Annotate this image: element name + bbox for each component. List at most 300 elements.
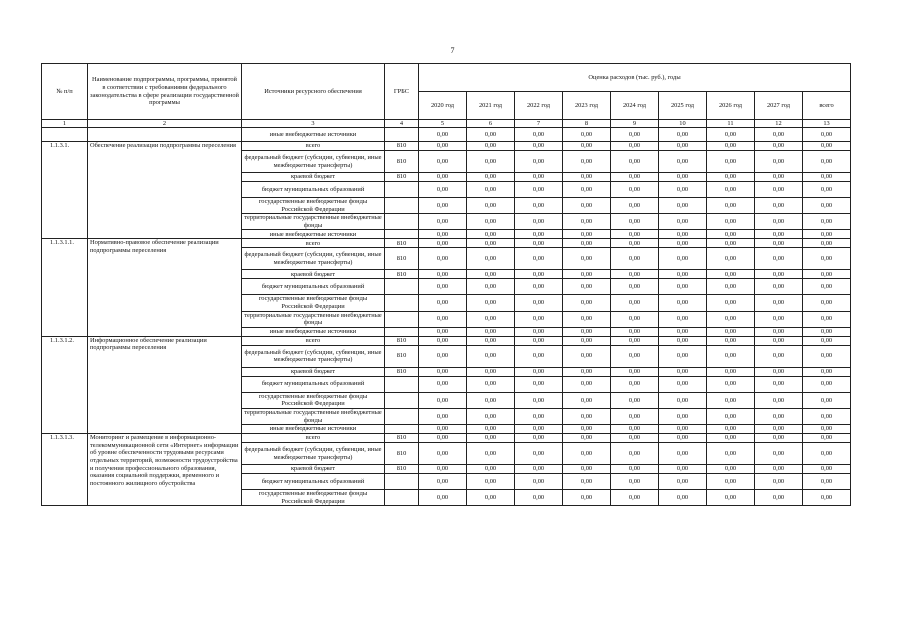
header-year-7: 2026 год bbox=[707, 92, 755, 120]
section-4-value-8: 0,00 bbox=[755, 465, 803, 474]
grbs-cell bbox=[385, 392, 419, 408]
section-code: 1.1.3.1. bbox=[42, 142, 88, 239]
column-number-11: 11 bbox=[707, 120, 755, 128]
section-4-value-3: 0,00 bbox=[515, 443, 563, 465]
section-1-value-4: 0,00 bbox=[563, 151, 611, 173]
grbs-cell bbox=[385, 198, 419, 214]
section-4-value-7: 0,00 bbox=[707, 443, 755, 465]
section-2-value-5: 0,00 bbox=[611, 295, 659, 311]
section-3-value-4: 0,00 bbox=[563, 392, 611, 408]
source-cell: краевой бюджет bbox=[242, 173, 385, 182]
section-2-value-1: 0,00 bbox=[419, 279, 467, 295]
section-3-value-6: 0,00 bbox=[659, 345, 707, 367]
header-grbs: ГРБС bbox=[385, 64, 419, 120]
section-3-value-6: 0,00 bbox=[659, 425, 707, 434]
section-1-value-9: 0,00 bbox=[803, 151, 851, 173]
section-1-value-1: 0,00 bbox=[419, 173, 467, 182]
grbs-cell: 810 bbox=[385, 345, 419, 367]
section-2-value-9: 0,00 bbox=[803, 327, 851, 336]
section-4-value-4: 0,00 bbox=[563, 490, 611, 506]
section-4-value-4: 0,00 bbox=[563, 443, 611, 465]
section-2-value-7: 0,00 bbox=[707, 248, 755, 270]
section-2-value-3: 0,00 bbox=[515, 239, 563, 248]
section-1-value-6: 0,00 bbox=[659, 182, 707, 198]
section-1-value-8: 0,00 bbox=[755, 173, 803, 182]
section-2-value-3: 0,00 bbox=[515, 327, 563, 336]
section-3-value-3: 0,00 bbox=[515, 336, 563, 345]
section-2-value-7: 0,00 bbox=[707, 311, 755, 327]
section-4-value-1: 0,00 bbox=[419, 474, 467, 490]
header-year-3: 2022 год bbox=[515, 92, 563, 120]
section-3-value-4: 0,00 bbox=[563, 425, 611, 434]
section-4-value-2: 0,00 bbox=[467, 434, 515, 443]
header-year-8: 2027 год bbox=[755, 92, 803, 120]
source-cell: территориальные государственные внебюджетные фонды bbox=[242, 408, 385, 424]
section-code: 1.1.3.1.2. bbox=[42, 336, 88, 433]
section-4-value-5: 0,00 bbox=[611, 434, 659, 443]
source-cell: всего bbox=[242, 142, 385, 151]
section-1-value-7: 0,00 bbox=[707, 182, 755, 198]
section-2-value-9: 0,00 bbox=[803, 239, 851, 248]
grbs-cell bbox=[385, 295, 419, 311]
section-1-value-1: 0,00 bbox=[419, 214, 467, 230]
section-3-value-5: 0,00 bbox=[611, 392, 659, 408]
table-row bbox=[42, 239, 851, 248]
section-1-value-3: 0,00 bbox=[515, 182, 563, 198]
header-year-2: 2021 год bbox=[467, 92, 515, 120]
section-3-value-8: 0,00 bbox=[755, 376, 803, 392]
section-1-value-5: 0,00 bbox=[611, 182, 659, 198]
section-2-value-4: 0,00 bbox=[563, 279, 611, 295]
source-cell: федеральный бюджет (субсидии, субвенции, иные межбюджетные трансферты) bbox=[242, 345, 385, 367]
section-2-value-7: 0,00 bbox=[707, 279, 755, 295]
section-3-value-4: 0,00 bbox=[563, 345, 611, 367]
section-1-value-8: 0,00 bbox=[755, 142, 803, 151]
source-cell: бюджет муниципальных образований bbox=[242, 182, 385, 198]
section-2-value-6: 0,00 bbox=[659, 270, 707, 279]
section-4-value-3: 0,00 bbox=[515, 465, 563, 474]
source-cell: краевой бюджет bbox=[242, 465, 385, 474]
section-3-value-7: 0,00 bbox=[707, 345, 755, 367]
section-2-value-9: 0,00 bbox=[803, 295, 851, 311]
section-4-value-1: 0,00 bbox=[419, 465, 467, 474]
section-1-value-7: 0,00 bbox=[707, 151, 755, 173]
section-3-value-7: 0,00 bbox=[707, 367, 755, 376]
section-4-value-3: 0,00 bbox=[515, 490, 563, 506]
grbs-cell bbox=[385, 279, 419, 295]
section-2-value-1: 0,00 bbox=[419, 239, 467, 248]
section-2-value-8: 0,00 bbox=[755, 327, 803, 336]
section-1-value-9: 0,00 bbox=[803, 198, 851, 214]
section-1-value-2: 0,00 bbox=[467, 142, 515, 151]
source-cell: государственные внебюджетные фонды Российской Федерации bbox=[242, 490, 385, 506]
section-3-value-2: 0,00 bbox=[467, 425, 515, 434]
section-3-value-7: 0,00 bbox=[707, 376, 755, 392]
section-3-value-6: 0,00 bbox=[659, 336, 707, 345]
source-cell: федеральный бюджет (субсидии, субвенции, иные межбюджетные трансферты) bbox=[242, 443, 385, 465]
section-3-value-3: 0,00 bbox=[515, 345, 563, 367]
section-2-value-2: 0,00 bbox=[467, 327, 515, 336]
section-3-value-2: 0,00 bbox=[467, 408, 515, 424]
section-2-value-2: 0,00 bbox=[467, 311, 515, 327]
grbs-cell: 810 bbox=[385, 465, 419, 474]
header-year-6: 2025 год bbox=[659, 92, 707, 120]
section-3-value-8: 0,00 bbox=[755, 408, 803, 424]
section-1-value-3: 0,00 bbox=[515, 151, 563, 173]
grbs-cell bbox=[385, 490, 419, 506]
grbs-cell bbox=[385, 376, 419, 392]
source-cell: краевой бюджет bbox=[242, 270, 385, 279]
section-1-value-6: 0,00 bbox=[659, 198, 707, 214]
section-4-value-2: 0,00 bbox=[467, 465, 515, 474]
section-2-value-6: 0,00 bbox=[659, 279, 707, 295]
section-2-value-7: 0,00 bbox=[707, 239, 755, 248]
section-2-value-1: 0,00 bbox=[419, 270, 467, 279]
top-value-6: 0,00 bbox=[659, 128, 707, 142]
column-number-4: 4 bbox=[385, 120, 419, 128]
section-3-value-5: 0,00 bbox=[611, 408, 659, 424]
section-3-value-5: 0,00 bbox=[611, 367, 659, 376]
section-1-value-3: 0,00 bbox=[515, 230, 563, 239]
section-3-value-9: 0,00 bbox=[803, 425, 851, 434]
top-value-1: 0,00 bbox=[419, 128, 467, 142]
section-1-value-8: 0,00 bbox=[755, 182, 803, 198]
section-3-value-3: 0,00 bbox=[515, 425, 563, 434]
source-cell: бюджет муниципальных образований bbox=[242, 376, 385, 392]
source-cell: краевой бюджет bbox=[242, 367, 385, 376]
section-1-value-2: 0,00 bbox=[467, 182, 515, 198]
section-3-value-1: 0,00 bbox=[419, 408, 467, 424]
section-2-value-8: 0,00 bbox=[755, 311, 803, 327]
source-cell: иные внебюджетные источники bbox=[242, 128, 385, 142]
section-2-value-2: 0,00 bbox=[467, 248, 515, 270]
source-cell: всего bbox=[242, 434, 385, 443]
section-3-value-8: 0,00 bbox=[755, 336, 803, 345]
grbs-cell: 810 bbox=[385, 443, 419, 465]
section-2-value-2: 0,00 bbox=[467, 295, 515, 311]
section-4-value-6: 0,00 bbox=[659, 490, 707, 506]
section-2-value-5: 0,00 bbox=[611, 327, 659, 336]
section-2-value-1: 0,00 bbox=[419, 248, 467, 270]
section-1-value-2: 0,00 bbox=[467, 230, 515, 239]
section-name: Информационное обеспечение реализации подпрограммы переселения bbox=[88, 336, 242, 433]
section-4-value-2: 0,00 bbox=[467, 443, 515, 465]
header-year-1: 2020 год bbox=[419, 92, 467, 120]
section-2-value-2: 0,00 bbox=[467, 239, 515, 248]
section-2-value-1: 0,00 bbox=[419, 311, 467, 327]
section-4-value-9: 0,00 bbox=[803, 443, 851, 465]
grbs-cell bbox=[385, 408, 419, 424]
section-name: Мониторинг и размещение в информационно-телекоммуникационной сети «Интернет» информации об уровне обеспеченности трудовыми ресурсами отдельных территорий, возможности трудоустройства и получения профессионального образования, оказания социальной поддержки, временного и постоянного жилищного обустройства bbox=[88, 434, 242, 506]
section-2-value-3: 0,00 bbox=[515, 311, 563, 327]
section-3-value-8: 0,00 bbox=[755, 367, 803, 376]
section-3-value-5: 0,00 bbox=[611, 345, 659, 367]
grbs-cell: 810 bbox=[385, 239, 419, 248]
section-4-value-8: 0,00 bbox=[755, 443, 803, 465]
section-1-value-3: 0,00 bbox=[515, 214, 563, 230]
section-3-value-5: 0,00 bbox=[611, 425, 659, 434]
section-4-value-8: 0,00 bbox=[755, 434, 803, 443]
grbs-cell: 810 bbox=[385, 270, 419, 279]
section-1-value-7: 0,00 bbox=[707, 173, 755, 182]
section-3-value-4: 0,00 bbox=[563, 336, 611, 345]
grbs-cell: 810 bbox=[385, 367, 419, 376]
section-4-value-2: 0,00 bbox=[467, 490, 515, 506]
source-cell: территориальные государственные внебюджетные фонды bbox=[242, 311, 385, 327]
column-number-12: 12 bbox=[755, 120, 803, 128]
section-2-value-8: 0,00 bbox=[755, 239, 803, 248]
section-3-value-1: 0,00 bbox=[419, 367, 467, 376]
section-3-value-1: 0,00 bbox=[419, 425, 467, 434]
section-2-value-5: 0,00 bbox=[611, 239, 659, 248]
section-2-value-4: 0,00 bbox=[563, 270, 611, 279]
section-1-value-1: 0,00 bbox=[419, 151, 467, 173]
section-4-value-1: 0,00 bbox=[419, 434, 467, 443]
section-3-value-7: 0,00 bbox=[707, 408, 755, 424]
section-4-value-4: 0,00 bbox=[563, 474, 611, 490]
section-4-value-5: 0,00 bbox=[611, 465, 659, 474]
top-value-2: 0,00 bbox=[467, 128, 515, 142]
section-1-value-8: 0,00 bbox=[755, 198, 803, 214]
section-1-value-4: 0,00 bbox=[563, 182, 611, 198]
grbs-cell bbox=[385, 311, 419, 327]
source-cell: иные внебюджетные источники bbox=[242, 230, 385, 239]
section-4-value-7: 0,00 bbox=[707, 434, 755, 443]
section-3-value-1: 0,00 bbox=[419, 336, 467, 345]
grbs-cell: 810 bbox=[385, 142, 419, 151]
section-3-value-2: 0,00 bbox=[467, 336, 515, 345]
expenditure-table bbox=[41, 63, 851, 506]
section-2-value-2: 0,00 bbox=[467, 279, 515, 295]
header-num: № п/п bbox=[42, 64, 88, 120]
section-1-value-6: 0,00 bbox=[659, 142, 707, 151]
grbs-cell bbox=[385, 327, 419, 336]
grbs-cell: 810 bbox=[385, 336, 419, 345]
section-1-value-5: 0,00 bbox=[611, 230, 659, 239]
column-number-9: 9 bbox=[611, 120, 659, 128]
section-4-value-7: 0,00 bbox=[707, 474, 755, 490]
source-cell: федеральный бюджет (субсидии, субвенции, иные межбюджетные трансферты) bbox=[242, 151, 385, 173]
page-number: 7 bbox=[450, 46, 455, 55]
source-cell: бюджет муниципальных образований bbox=[242, 279, 385, 295]
section-2-value-4: 0,00 bbox=[563, 248, 611, 270]
section-4-value-3: 0,00 bbox=[515, 434, 563, 443]
top-value-4: 0,00 bbox=[563, 128, 611, 142]
source-cell: всего bbox=[242, 239, 385, 248]
section-4-value-8: 0,00 bbox=[755, 474, 803, 490]
section-name: Обеспечение реализации подпрограммы переселения bbox=[88, 142, 242, 239]
section-3-value-9: 0,00 bbox=[803, 345, 851, 367]
section-1-value-2: 0,00 bbox=[467, 173, 515, 182]
source-cell: бюджет муниципальных образований bbox=[242, 474, 385, 490]
section-3-value-2: 0,00 bbox=[467, 376, 515, 392]
source-cell: федеральный бюджет (субсидии, субвенции, иные межбюджетные трансферты) bbox=[242, 248, 385, 270]
section-4-value-7: 0,00 bbox=[707, 490, 755, 506]
section-1-value-4: 0,00 bbox=[563, 173, 611, 182]
section-2-value-3: 0,00 bbox=[515, 279, 563, 295]
section-1-value-4: 0,00 bbox=[563, 142, 611, 151]
section-3-value-7: 0,00 bbox=[707, 425, 755, 434]
section-code: 1.1.3.1.3. bbox=[42, 434, 88, 506]
top-value-9: 0,00 bbox=[803, 128, 851, 142]
section-3-value-9: 0,00 bbox=[803, 367, 851, 376]
section-4-value-9: 0,00 bbox=[803, 465, 851, 474]
section-4-value-6: 0,00 bbox=[659, 434, 707, 443]
section-1-value-1: 0,00 bbox=[419, 198, 467, 214]
section-1-value-6: 0,00 bbox=[659, 214, 707, 230]
section-4-value-9: 0,00 bbox=[803, 474, 851, 490]
section-3-value-9: 0,00 bbox=[803, 408, 851, 424]
section-1-value-6: 0,00 bbox=[659, 151, 707, 173]
section-2-value-8: 0,00 bbox=[755, 295, 803, 311]
column-number-5: 5 bbox=[419, 120, 467, 128]
column-number-10: 10 bbox=[659, 120, 707, 128]
section-1-value-8: 0,00 bbox=[755, 214, 803, 230]
section-3-value-6: 0,00 bbox=[659, 392, 707, 408]
section-2-value-4: 0,00 bbox=[563, 295, 611, 311]
section-2-value-5: 0,00 bbox=[611, 279, 659, 295]
section-3-value-1: 0,00 bbox=[419, 376, 467, 392]
grbs-cell: 810 bbox=[385, 173, 419, 182]
grbs-cell: 810 bbox=[385, 151, 419, 173]
grbs-cell bbox=[385, 214, 419, 230]
section-name: Нормативно-правовое обеспечение реализации подпрограммы переселения bbox=[88, 239, 242, 336]
section-4-value-2: 0,00 bbox=[467, 474, 515, 490]
section-2-value-9: 0,00 bbox=[803, 279, 851, 295]
section-1-value-5: 0,00 bbox=[611, 198, 659, 214]
grbs-cell bbox=[385, 128, 419, 142]
column-number-1: 1 bbox=[42, 120, 88, 128]
section-4-value-7: 0,00 bbox=[707, 465, 755, 474]
code-cell bbox=[42, 128, 88, 142]
column-number-7: 7 bbox=[515, 120, 563, 128]
section-3-value-8: 0,00 bbox=[755, 345, 803, 367]
section-1-value-1: 0,00 bbox=[419, 182, 467, 198]
section-3-value-1: 0,00 bbox=[419, 345, 467, 367]
section-2-value-5: 0,00 bbox=[611, 311, 659, 327]
source-cell: иные внебюджетные источники bbox=[242, 425, 385, 434]
section-2-value-5: 0,00 bbox=[611, 248, 659, 270]
section-2-value-1: 0,00 bbox=[419, 327, 467, 336]
section-3-value-4: 0,00 bbox=[563, 376, 611, 392]
section-4-value-6: 0,00 bbox=[659, 465, 707, 474]
source-cell: государственные внебюджетные фонды Российской Федерации bbox=[242, 198, 385, 214]
section-1-value-9: 0,00 bbox=[803, 182, 851, 198]
section-4-value-8: 0,00 bbox=[755, 490, 803, 506]
section-1-value-5: 0,00 bbox=[611, 214, 659, 230]
section-2-value-9: 0,00 bbox=[803, 311, 851, 327]
section-1-value-6: 0,00 bbox=[659, 173, 707, 182]
section-1-value-9: 0,00 bbox=[803, 214, 851, 230]
grbs-cell bbox=[385, 474, 419, 490]
section-2-value-3: 0,00 bbox=[515, 295, 563, 311]
grbs-cell: 810 bbox=[385, 248, 419, 270]
section-3-value-2: 0,00 bbox=[467, 345, 515, 367]
column-number-13: 13 bbox=[803, 120, 851, 128]
section-4-value-9: 0,00 bbox=[803, 490, 851, 506]
source-cell: территориальные государственные внебюджетные фонды bbox=[242, 214, 385, 230]
source-cell: всего bbox=[242, 336, 385, 345]
header-estimate: Оценка расходов (тыс. руб.), годы bbox=[419, 64, 851, 92]
section-3-value-9: 0,00 bbox=[803, 376, 851, 392]
section-3-value-4: 0,00 bbox=[563, 408, 611, 424]
section-3-value-5: 0,00 bbox=[611, 376, 659, 392]
name-cell bbox=[88, 128, 242, 142]
header-year-5: 2024 год bbox=[611, 92, 659, 120]
section-4-value-6: 0,00 bbox=[659, 474, 707, 490]
section-3-value-3: 0,00 bbox=[515, 392, 563, 408]
section-3-value-8: 0,00 bbox=[755, 425, 803, 434]
section-2-value-6: 0,00 bbox=[659, 327, 707, 336]
section-1-value-3: 0,00 bbox=[515, 198, 563, 214]
source-cell: государственные внебюджетные фонды Российской Федерации bbox=[242, 295, 385, 311]
section-3-value-2: 0,00 bbox=[467, 392, 515, 408]
section-4-value-5: 0,00 bbox=[611, 443, 659, 465]
section-2-value-2: 0,00 bbox=[467, 270, 515, 279]
section-4-value-6: 0,00 bbox=[659, 443, 707, 465]
section-4-value-4: 0,00 bbox=[563, 465, 611, 474]
table-row bbox=[42, 128, 851, 142]
section-1-value-5: 0,00 bbox=[611, 173, 659, 182]
section-2-value-7: 0,00 bbox=[707, 295, 755, 311]
top-value-3: 0,00 bbox=[515, 128, 563, 142]
section-1-value-4: 0,00 bbox=[563, 198, 611, 214]
section-4-value-5: 0,00 bbox=[611, 490, 659, 506]
section-1-value-5: 0,00 bbox=[611, 142, 659, 151]
section-1-value-7: 0,00 bbox=[707, 198, 755, 214]
section-3-value-9: 0,00 bbox=[803, 392, 851, 408]
top-value-7: 0,00 bbox=[707, 128, 755, 142]
section-1-value-7: 0,00 bbox=[707, 230, 755, 239]
section-4-value-9: 0,00 bbox=[803, 434, 851, 443]
section-2-value-7: 0,00 bbox=[707, 270, 755, 279]
grbs-cell bbox=[385, 182, 419, 198]
section-4-value-1: 0,00 bbox=[419, 443, 467, 465]
section-3-value-3: 0,00 bbox=[515, 367, 563, 376]
section-1-value-8: 0,00 bbox=[755, 230, 803, 239]
column-number-3: 3 bbox=[242, 120, 385, 128]
section-2-value-4: 0,00 bbox=[563, 327, 611, 336]
section-2-value-4: 0,00 bbox=[563, 239, 611, 248]
section-2-value-6: 0,00 bbox=[659, 248, 707, 270]
section-1-value-7: 0,00 bbox=[707, 214, 755, 230]
section-1-value-9: 0,00 bbox=[803, 173, 851, 182]
section-2-value-8: 0,00 bbox=[755, 248, 803, 270]
section-3-value-6: 0,00 bbox=[659, 376, 707, 392]
section-4-value-1: 0,00 bbox=[419, 490, 467, 506]
section-2-value-9: 0,00 bbox=[803, 248, 851, 270]
section-2-value-6: 0,00 bbox=[659, 311, 707, 327]
section-3-value-3: 0,00 bbox=[515, 376, 563, 392]
table-row bbox=[42, 434, 851, 443]
section-1-value-3: 0,00 bbox=[515, 142, 563, 151]
section-1-value-4: 0,00 bbox=[563, 214, 611, 230]
section-1-value-9: 0,00 bbox=[803, 230, 851, 239]
section-3-value-4: 0,00 bbox=[563, 367, 611, 376]
table-row bbox=[42, 336, 851, 345]
section-2-value-3: 0,00 bbox=[515, 270, 563, 279]
section-3-value-2: 0,00 bbox=[467, 367, 515, 376]
section-3-value-9: 0,00 bbox=[803, 336, 851, 345]
section-1-value-2: 0,00 bbox=[467, 198, 515, 214]
section-1-value-7: 0,00 bbox=[707, 142, 755, 151]
top-value-5: 0,00 bbox=[611, 128, 659, 142]
grbs-cell: 810 bbox=[385, 434, 419, 443]
grbs-cell bbox=[385, 230, 419, 239]
header-year-4: 2023 год bbox=[563, 92, 611, 120]
section-2-value-9: 0,00 bbox=[803, 270, 851, 279]
section-3-value-1: 0,00 bbox=[419, 392, 467, 408]
